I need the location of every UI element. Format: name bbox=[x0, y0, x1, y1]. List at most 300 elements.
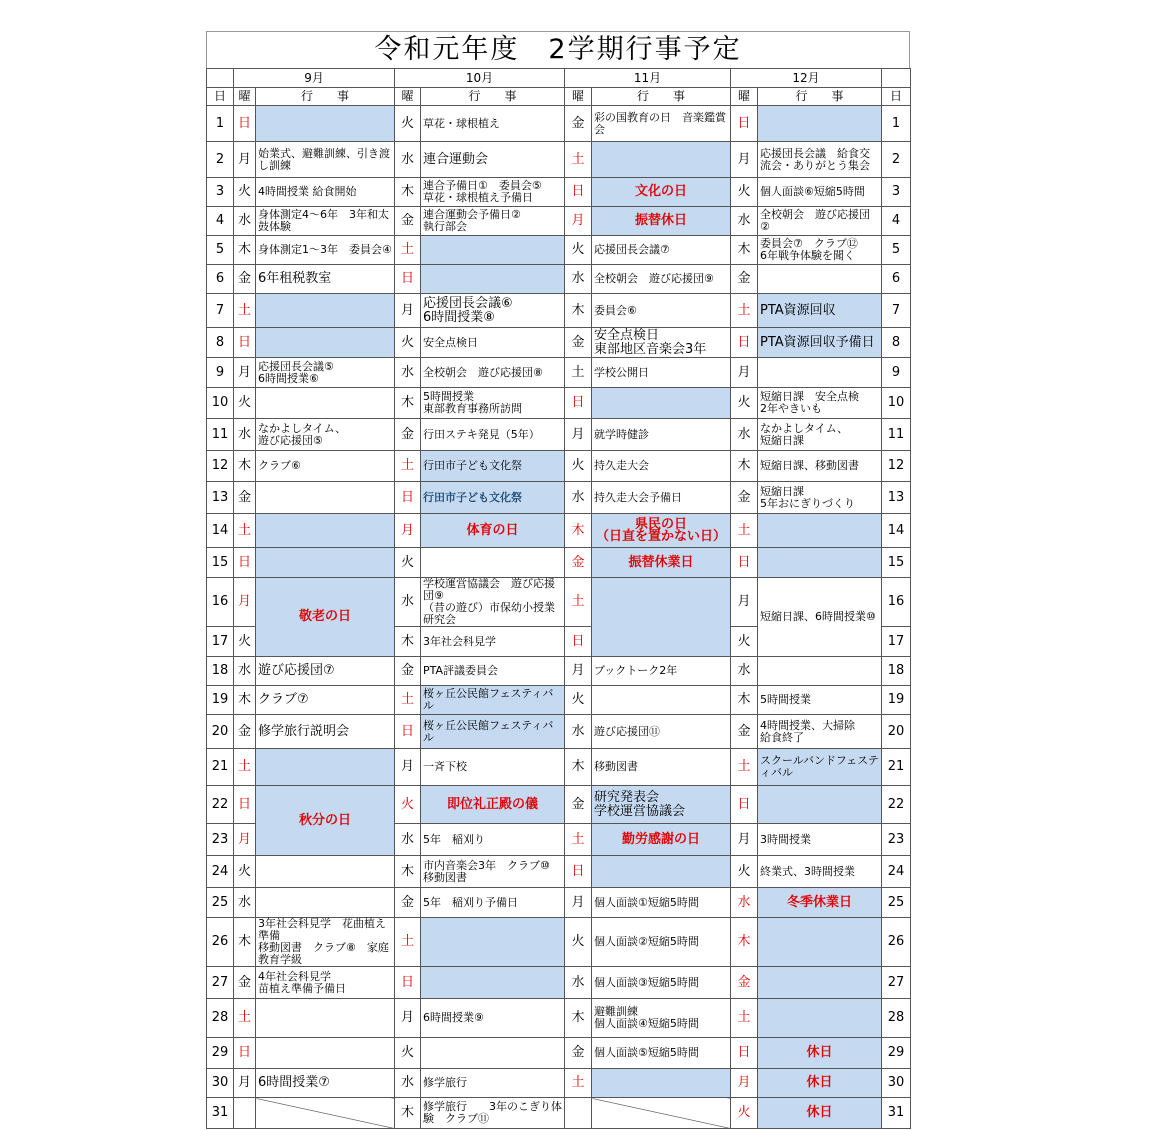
event-cell: 委員会⑦ クラブ⑫ 6年戦争体験を聞く bbox=[758, 236, 882, 265]
weekday-column-header: 曜 bbox=[395, 88, 421, 106]
event-cell: PTA資源回収予備日 bbox=[758, 328, 882, 358]
day-number: 28 bbox=[207, 999, 234, 1038]
event-cell bbox=[758, 967, 882, 999]
event-cell bbox=[256, 888, 395, 918]
weekday-cell: 土 bbox=[234, 999, 256, 1038]
weekday-cell: 火 bbox=[731, 178, 758, 207]
weekday-cell bbox=[234, 1098, 256, 1129]
weekday-cell: 水 bbox=[731, 419, 758, 451]
weekday-column-header: 曜 bbox=[234, 88, 256, 106]
event-cell: 修学旅行 bbox=[421, 1069, 565, 1098]
event-cell: 4年社会科見学 苗植え準備予備日 bbox=[256, 967, 395, 999]
event-cell: 遊び応援団⑪ bbox=[592, 715, 731, 749]
weekday-cell: 水 bbox=[565, 482, 592, 514]
weekday-cell: 月 bbox=[731, 142, 758, 178]
day-number: 7 bbox=[882, 294, 911, 328]
blank-cell bbox=[207, 69, 234, 88]
weekday-cell: 水 bbox=[731, 657, 758, 686]
day-number: 17 bbox=[882, 627, 911, 657]
weekday-cell: 金 bbox=[395, 419, 421, 451]
weekday-cell: 火 bbox=[234, 856, 256, 888]
day-number: 1 bbox=[207, 106, 234, 142]
weekday-cell: 木 bbox=[731, 918, 758, 967]
schedule-row bbox=[207, 786, 911, 824]
weekday-cell: 木 bbox=[395, 178, 421, 207]
event-cell: 終業式、3時間授業 bbox=[758, 856, 882, 888]
schedule-row bbox=[207, 451, 911, 482]
weekday-cell: 火 bbox=[395, 548, 421, 578]
weekday-cell: 水 bbox=[395, 578, 421, 627]
schedule-sheet bbox=[206, 31, 910, 1129]
day-number: 14 bbox=[207, 514, 234, 548]
weekday-cell: 月 bbox=[565, 207, 592, 236]
weekday-cell: 日 bbox=[565, 856, 592, 888]
weekday-cell: 日 bbox=[234, 106, 256, 142]
event-cell: 短縮日課 安全点検 2年やきいも bbox=[758, 388, 882, 419]
event-cell: 5時間授業 bbox=[758, 686, 882, 715]
weekday-cell: 木 bbox=[395, 388, 421, 419]
event-cell: 振替休日 bbox=[592, 207, 731, 236]
weekday-cell: 土 bbox=[565, 358, 592, 388]
event-cell bbox=[758, 265, 882, 294]
day-number: 5 bbox=[207, 236, 234, 265]
weekday-cell: 日 bbox=[234, 548, 256, 578]
weekday-cell: 土 bbox=[731, 294, 758, 328]
event-cell: 連合予備日① 委員会⑤ 草花・球根植え予備日 bbox=[421, 178, 565, 207]
day-number: 8 bbox=[207, 328, 234, 358]
event-cell bbox=[256, 548, 395, 578]
event-column-header: 行 事 bbox=[421, 88, 565, 106]
day-column-header: 日 bbox=[882, 88, 911, 106]
weekday-cell: 日 bbox=[731, 1038, 758, 1069]
weekday-cell: 火 bbox=[234, 178, 256, 207]
event-cell: 3年社会科見学 花曲植え準備 移動図書 クラブ⑧ 家庭教育学級 bbox=[256, 918, 395, 967]
schedule-row bbox=[207, 106, 911, 142]
weekday-cell: 月 bbox=[731, 1069, 758, 1098]
day-number: 24 bbox=[882, 856, 911, 888]
event-cell: クラブ⑥ bbox=[256, 451, 395, 482]
event-cell: 体育の日 bbox=[421, 514, 565, 548]
schedule-row bbox=[207, 657, 911, 686]
event-cell: 全校朝会 遊び応援団⑧ bbox=[421, 358, 565, 388]
weekday-cell: 水 bbox=[731, 888, 758, 918]
weekday-cell: 木 bbox=[234, 451, 256, 482]
day-number: 6 bbox=[207, 265, 234, 294]
weekday-cell: 月 bbox=[234, 358, 256, 388]
day-number: 10 bbox=[882, 388, 911, 419]
weekday-cell: 水 bbox=[395, 1069, 421, 1098]
day-column-header: 日 bbox=[207, 88, 234, 106]
event-cell: 休日 bbox=[758, 1098, 882, 1129]
day-number: 3 bbox=[882, 178, 911, 207]
event-column-header: 行 事 bbox=[256, 88, 395, 106]
day-number: 26 bbox=[207, 918, 234, 967]
day-number: 4 bbox=[207, 207, 234, 236]
event-cell: 振替休業日 bbox=[592, 548, 731, 578]
weekday-cell: 金 bbox=[731, 967, 758, 999]
weekday-cell: 水 bbox=[565, 715, 592, 749]
day-number: 8 bbox=[882, 328, 911, 358]
column-header-row bbox=[207, 88, 911, 106]
weekday-cell: 火 bbox=[731, 1098, 758, 1129]
event-cell: 個人面談⑥短縮5時間 bbox=[758, 178, 882, 207]
event-cell bbox=[758, 918, 882, 967]
schedule-row bbox=[207, 328, 911, 358]
day-number: 19 bbox=[882, 686, 911, 715]
schedule-row bbox=[207, 888, 911, 918]
schedule-row bbox=[207, 207, 911, 236]
weekday-cell: 日 bbox=[395, 715, 421, 749]
day-number: 18 bbox=[207, 657, 234, 686]
schedule-row bbox=[207, 482, 911, 514]
event-cell bbox=[421, 967, 565, 999]
weekday-cell: 木 bbox=[731, 451, 758, 482]
day-number: 28 bbox=[882, 999, 911, 1038]
weekday-cell: 木 bbox=[731, 236, 758, 265]
event-column-header: 行 事 bbox=[758, 88, 882, 106]
event-cell bbox=[592, 1069, 731, 1098]
event-cell: 遊び応援団⑦ bbox=[256, 657, 395, 686]
day-number: 30 bbox=[207, 1069, 234, 1098]
weekday-cell: 土 bbox=[395, 918, 421, 967]
weekday-cell: 金 bbox=[565, 786, 592, 824]
schedule-row bbox=[207, 514, 911, 548]
weekday-cell: 火 bbox=[731, 388, 758, 419]
schedule-row bbox=[207, 715, 911, 749]
event-cell: 勤労感謝の日 bbox=[592, 824, 731, 856]
schedule-row bbox=[207, 265, 911, 294]
event-cell: 応援団長会議⑦ bbox=[592, 236, 731, 265]
month-header-row bbox=[207, 69, 911, 88]
event-cell: 冬季休業日 bbox=[758, 888, 882, 918]
weekday-cell: 火 bbox=[395, 1038, 421, 1069]
event-cell: 持久走大会予備日 bbox=[592, 482, 731, 514]
event-cell: 全校朝会 遊び応援団⑨ bbox=[592, 265, 731, 294]
day-number: 13 bbox=[207, 482, 234, 514]
schedule-row bbox=[207, 1098, 911, 1129]
day-number: 11 bbox=[882, 419, 911, 451]
day-number: 21 bbox=[207, 749, 234, 786]
weekday-cell: 土 bbox=[731, 514, 758, 548]
event-cell: 就学時健診 bbox=[592, 419, 731, 451]
event-cell: 5年 稲刈り予備日 bbox=[421, 888, 565, 918]
event-cell bbox=[256, 388, 395, 419]
event-cell: 避難訓練 個人面談④短縮5時間 bbox=[592, 999, 731, 1038]
weekday-cell: 月 bbox=[395, 749, 421, 786]
day-number: 16 bbox=[207, 578, 234, 627]
weekday-cell: 水 bbox=[565, 265, 592, 294]
weekday-cell: 金 bbox=[565, 328, 592, 358]
schedule-row bbox=[207, 294, 911, 328]
event-cell bbox=[256, 514, 395, 548]
schedule-row bbox=[207, 178, 911, 207]
day-number: 4 bbox=[882, 207, 911, 236]
weekday-cell: 日 bbox=[234, 328, 256, 358]
event-cell: 秋分の日 bbox=[256, 786, 395, 856]
weekday-cell: 土 bbox=[731, 999, 758, 1038]
day-number: 11 bbox=[207, 419, 234, 451]
weekday-cell: 火 bbox=[565, 918, 592, 967]
day-number: 10 bbox=[207, 388, 234, 419]
event-cell: 個人面談②短縮5時間 bbox=[592, 918, 731, 967]
day-number: 14 bbox=[882, 514, 911, 548]
event-cell: 市内音楽会3年 クラブ⑩ 移動図書 bbox=[421, 856, 565, 888]
day-number: 22 bbox=[882, 786, 911, 824]
weekday-cell: 水 bbox=[395, 358, 421, 388]
event-cell bbox=[256, 328, 395, 358]
event-cell: 草花・球根植え bbox=[421, 106, 565, 142]
day-number: 16 bbox=[882, 578, 911, 627]
weekday-cell: 金 bbox=[395, 888, 421, 918]
weekday-cell: 火 bbox=[234, 388, 256, 419]
weekday-cell: 日 bbox=[395, 967, 421, 999]
weekday-cell: 金 bbox=[565, 1038, 592, 1069]
weekday-cell: 木 bbox=[565, 294, 592, 328]
event-cell: 個人面談①短縮5時間 bbox=[592, 888, 731, 918]
event-cell bbox=[256, 1098, 395, 1129]
weekday-cell: 木 bbox=[565, 999, 592, 1038]
event-cell: 6時間授業⑦ bbox=[256, 1069, 395, 1098]
event-cell: 安全点検日 東部地区音楽会3年 bbox=[592, 328, 731, 358]
day-number: 7 bbox=[207, 294, 234, 328]
weekday-cell: 金 bbox=[731, 482, 758, 514]
blank-cell bbox=[882, 69, 911, 88]
event-cell bbox=[758, 514, 882, 548]
event-cell: 4時間授業、大掃除 給食終了 bbox=[758, 715, 882, 749]
weekday-cell: 月 bbox=[731, 578, 758, 627]
schedule-row bbox=[207, 686, 911, 715]
event-cell: 桜ヶ丘公民館フェスティバル bbox=[421, 715, 565, 749]
day-number: 17 bbox=[207, 627, 234, 657]
day-number: 1 bbox=[882, 106, 911, 142]
weekday-cell: 月 bbox=[234, 1069, 256, 1098]
event-cell: 委員会⑥ bbox=[592, 294, 731, 328]
event-cell: 応援団長会議⑥ 6時間授業⑧ bbox=[421, 294, 565, 328]
weekday-cell: 木 bbox=[731, 686, 758, 715]
event-cell bbox=[758, 106, 882, 142]
weekday-column-header: 曜 bbox=[565, 88, 592, 106]
schedule-row bbox=[207, 1038, 911, 1069]
weekday-cell: 金 bbox=[395, 657, 421, 686]
event-cell bbox=[256, 1038, 395, 1069]
day-number: 27 bbox=[207, 967, 234, 999]
event-cell: 連合運動会予備日② 執行部会 bbox=[421, 207, 565, 236]
schedule-row bbox=[207, 999, 911, 1038]
weekday-cell: 土 bbox=[234, 514, 256, 548]
weekday-cell: 木 bbox=[234, 236, 256, 265]
weekday-cell: 水 bbox=[731, 207, 758, 236]
event-cell bbox=[421, 236, 565, 265]
event-cell: 短縮日課、6時間授業⑩ bbox=[758, 578, 882, 657]
weekday-cell: 木 bbox=[234, 918, 256, 967]
weekday-cell: 金 bbox=[234, 715, 256, 749]
day-number: 9 bbox=[207, 358, 234, 388]
day-number: 20 bbox=[207, 715, 234, 749]
day-number: 31 bbox=[207, 1098, 234, 1129]
weekday-cell bbox=[565, 1098, 592, 1129]
event-cell bbox=[758, 358, 882, 388]
weekday-cell: 日 bbox=[234, 1038, 256, 1069]
day-number: 31 bbox=[882, 1098, 911, 1129]
weekday-cell: 水 bbox=[234, 207, 256, 236]
schedule-row bbox=[207, 419, 911, 451]
schedule-row bbox=[207, 578, 911, 627]
event-cell: 短縮日課、移動図書 bbox=[758, 451, 882, 482]
weekday-cell: 水 bbox=[234, 419, 256, 451]
schedule-row bbox=[207, 918, 911, 967]
schedule-row bbox=[207, 142, 911, 178]
weekday-cell: 木 bbox=[395, 1098, 421, 1129]
weekday-cell: 土 bbox=[395, 686, 421, 715]
day-number: 24 bbox=[207, 856, 234, 888]
event-cell: 修学旅行 3年のこぎり体験 クラブ⑪ bbox=[421, 1098, 565, 1129]
day-number: 5 bbox=[882, 236, 911, 265]
event-cell: 行田市子ども文化祭 bbox=[421, 451, 565, 482]
event-cell: 6年租税教室 bbox=[256, 265, 395, 294]
event-cell: 全校朝会 遊び応援団② bbox=[758, 207, 882, 236]
event-cell: 安全点検日 bbox=[421, 328, 565, 358]
weekday-cell: 土 bbox=[565, 1069, 592, 1098]
event-column-header: 行 事 bbox=[592, 88, 731, 106]
weekday-cell: 火 bbox=[731, 856, 758, 888]
weekday-cell: 土 bbox=[731, 749, 758, 786]
event-cell: 県民の日 （日直を置かない日） bbox=[592, 514, 731, 548]
month-label-oct: 10月 bbox=[395, 69, 565, 88]
day-number: 22 bbox=[207, 786, 234, 824]
schedule-row bbox=[207, 236, 911, 265]
event-cell: クラブ⑦ bbox=[256, 686, 395, 715]
weekday-cell: 月 bbox=[234, 824, 256, 856]
event-cell bbox=[758, 786, 882, 824]
weekday-cell: 日 bbox=[234, 786, 256, 824]
weekday-cell: 火 bbox=[234, 627, 256, 657]
schedule-row bbox=[207, 388, 911, 419]
event-cell: なかよしタイム、 短縮日課 bbox=[758, 419, 882, 451]
day-number: 12 bbox=[207, 451, 234, 482]
event-cell: 移動図書 bbox=[592, 749, 731, 786]
day-number: 27 bbox=[882, 967, 911, 999]
day-number: 6 bbox=[882, 265, 911, 294]
weekday-cell: 日 bbox=[731, 106, 758, 142]
weekday-cell: 金 bbox=[395, 207, 421, 236]
weekday-cell: 月 bbox=[565, 888, 592, 918]
event-cell bbox=[592, 856, 731, 888]
day-number: 26 bbox=[882, 918, 911, 967]
weekday-cell: 火 bbox=[565, 236, 592, 265]
weekday-cell: 水 bbox=[395, 142, 421, 178]
event-cell: 身体測定1～3年 委員会④ bbox=[256, 236, 395, 265]
weekday-cell: 月 bbox=[731, 358, 758, 388]
day-number: 21 bbox=[882, 749, 911, 786]
schedule-table bbox=[206, 68, 911, 1129]
event-cell: なかよしタイム、 遊び応援団⑤ bbox=[256, 419, 395, 451]
event-cell bbox=[421, 918, 565, 967]
weekday-cell: 月 bbox=[565, 657, 592, 686]
weekday-cell: 月 bbox=[565, 419, 592, 451]
event-cell bbox=[256, 749, 395, 786]
event-cell: 学校運営協議会 遊び応援団⑨ （昔の遊び）市保幼小授業研究会 bbox=[421, 578, 565, 627]
event-cell: 研究発表会 学校運営協議会 bbox=[592, 786, 731, 824]
day-number: 23 bbox=[882, 824, 911, 856]
weekday-cell: 金 bbox=[565, 548, 592, 578]
event-cell: 文化の日 bbox=[592, 178, 731, 207]
event-cell: 3年社会科見学 bbox=[421, 627, 565, 657]
weekday-cell: 金 bbox=[731, 265, 758, 294]
weekday-cell: 木 bbox=[395, 856, 421, 888]
weekday-cell: 日 bbox=[565, 178, 592, 207]
weekday-cell: 日 bbox=[395, 482, 421, 514]
event-cell bbox=[758, 548, 882, 578]
weekday-cell: 火 bbox=[395, 328, 421, 358]
weekday-cell: 水 bbox=[395, 824, 421, 856]
weekday-cell: 土 bbox=[565, 578, 592, 627]
event-cell: 始業式、避難訓練、引き渡し訓練 bbox=[256, 142, 395, 178]
event-cell: 休日 bbox=[758, 1038, 882, 1069]
weekday-cell: 金 bbox=[234, 967, 256, 999]
event-cell: 4時間授業 給食開始 bbox=[256, 178, 395, 207]
event-cell: 彩の国教育の日 音楽鑑賞会 bbox=[592, 106, 731, 142]
event-cell: 休日 bbox=[758, 1069, 882, 1098]
event-cell bbox=[758, 657, 882, 686]
weekday-cell: 木 bbox=[234, 686, 256, 715]
weekday-cell: 土 bbox=[565, 142, 592, 178]
weekday-cell: 水 bbox=[565, 967, 592, 999]
event-cell: 敬老の日 bbox=[256, 578, 395, 657]
page-title: 令和元年度 2学期行事予定 bbox=[206, 31, 910, 68]
day-number: 18 bbox=[882, 657, 911, 686]
weekday-cell: 金 bbox=[731, 715, 758, 749]
event-cell: PTA評議委員会 bbox=[421, 657, 565, 686]
month-label-nov: 11月 bbox=[565, 69, 731, 88]
weekday-cell: 水 bbox=[234, 657, 256, 686]
event-cell: 応援団長会議 給食交流会・ありがとう集会 bbox=[758, 142, 882, 178]
event-cell: ブックトーク2年 bbox=[592, 657, 731, 686]
day-number: 29 bbox=[882, 1038, 911, 1069]
weekday-cell: 月 bbox=[395, 999, 421, 1038]
weekday-cell: 水 bbox=[234, 888, 256, 918]
weekday-cell: 金 bbox=[565, 106, 592, 142]
event-cell: 6時間授業⑨ bbox=[421, 999, 565, 1038]
weekday-cell: 木 bbox=[565, 514, 592, 548]
event-cell: 一斉下校 bbox=[421, 749, 565, 786]
day-number: 23 bbox=[207, 824, 234, 856]
event-cell: 5時間授業 東部教育事務所訪問 bbox=[421, 388, 565, 419]
weekday-cell: 土 bbox=[234, 294, 256, 328]
weekday-cell: 木 bbox=[565, 749, 592, 786]
month-label-dec: 12月 bbox=[731, 69, 882, 88]
weekday-column-header: 曜 bbox=[731, 88, 758, 106]
event-cell bbox=[256, 999, 395, 1038]
event-cell: 桜ヶ丘公民館フェスティバル bbox=[421, 686, 565, 715]
weekday-cell: 金 bbox=[234, 482, 256, 514]
weekday-cell: 月 bbox=[731, 824, 758, 856]
weekday-cell: 火 bbox=[565, 451, 592, 482]
event-cell: 応援団長会議⑤ 6時間授業⑥ bbox=[256, 358, 395, 388]
event-cell bbox=[592, 686, 731, 715]
schedule-row bbox=[207, 1069, 911, 1098]
event-cell bbox=[421, 548, 565, 578]
event-cell: 行田ステキ発見（5年） bbox=[421, 419, 565, 451]
weekday-cell: 日 bbox=[565, 627, 592, 657]
event-cell bbox=[592, 142, 731, 178]
weekday-cell: 日 bbox=[395, 265, 421, 294]
day-number: 3 bbox=[207, 178, 234, 207]
weekday-cell: 土 bbox=[234, 749, 256, 786]
weekday-cell: 月 bbox=[234, 142, 256, 178]
schedule-row bbox=[207, 856, 911, 888]
event-cell: PTA資源回収 bbox=[758, 294, 882, 328]
event-cell: 修学旅行説明会 bbox=[256, 715, 395, 749]
